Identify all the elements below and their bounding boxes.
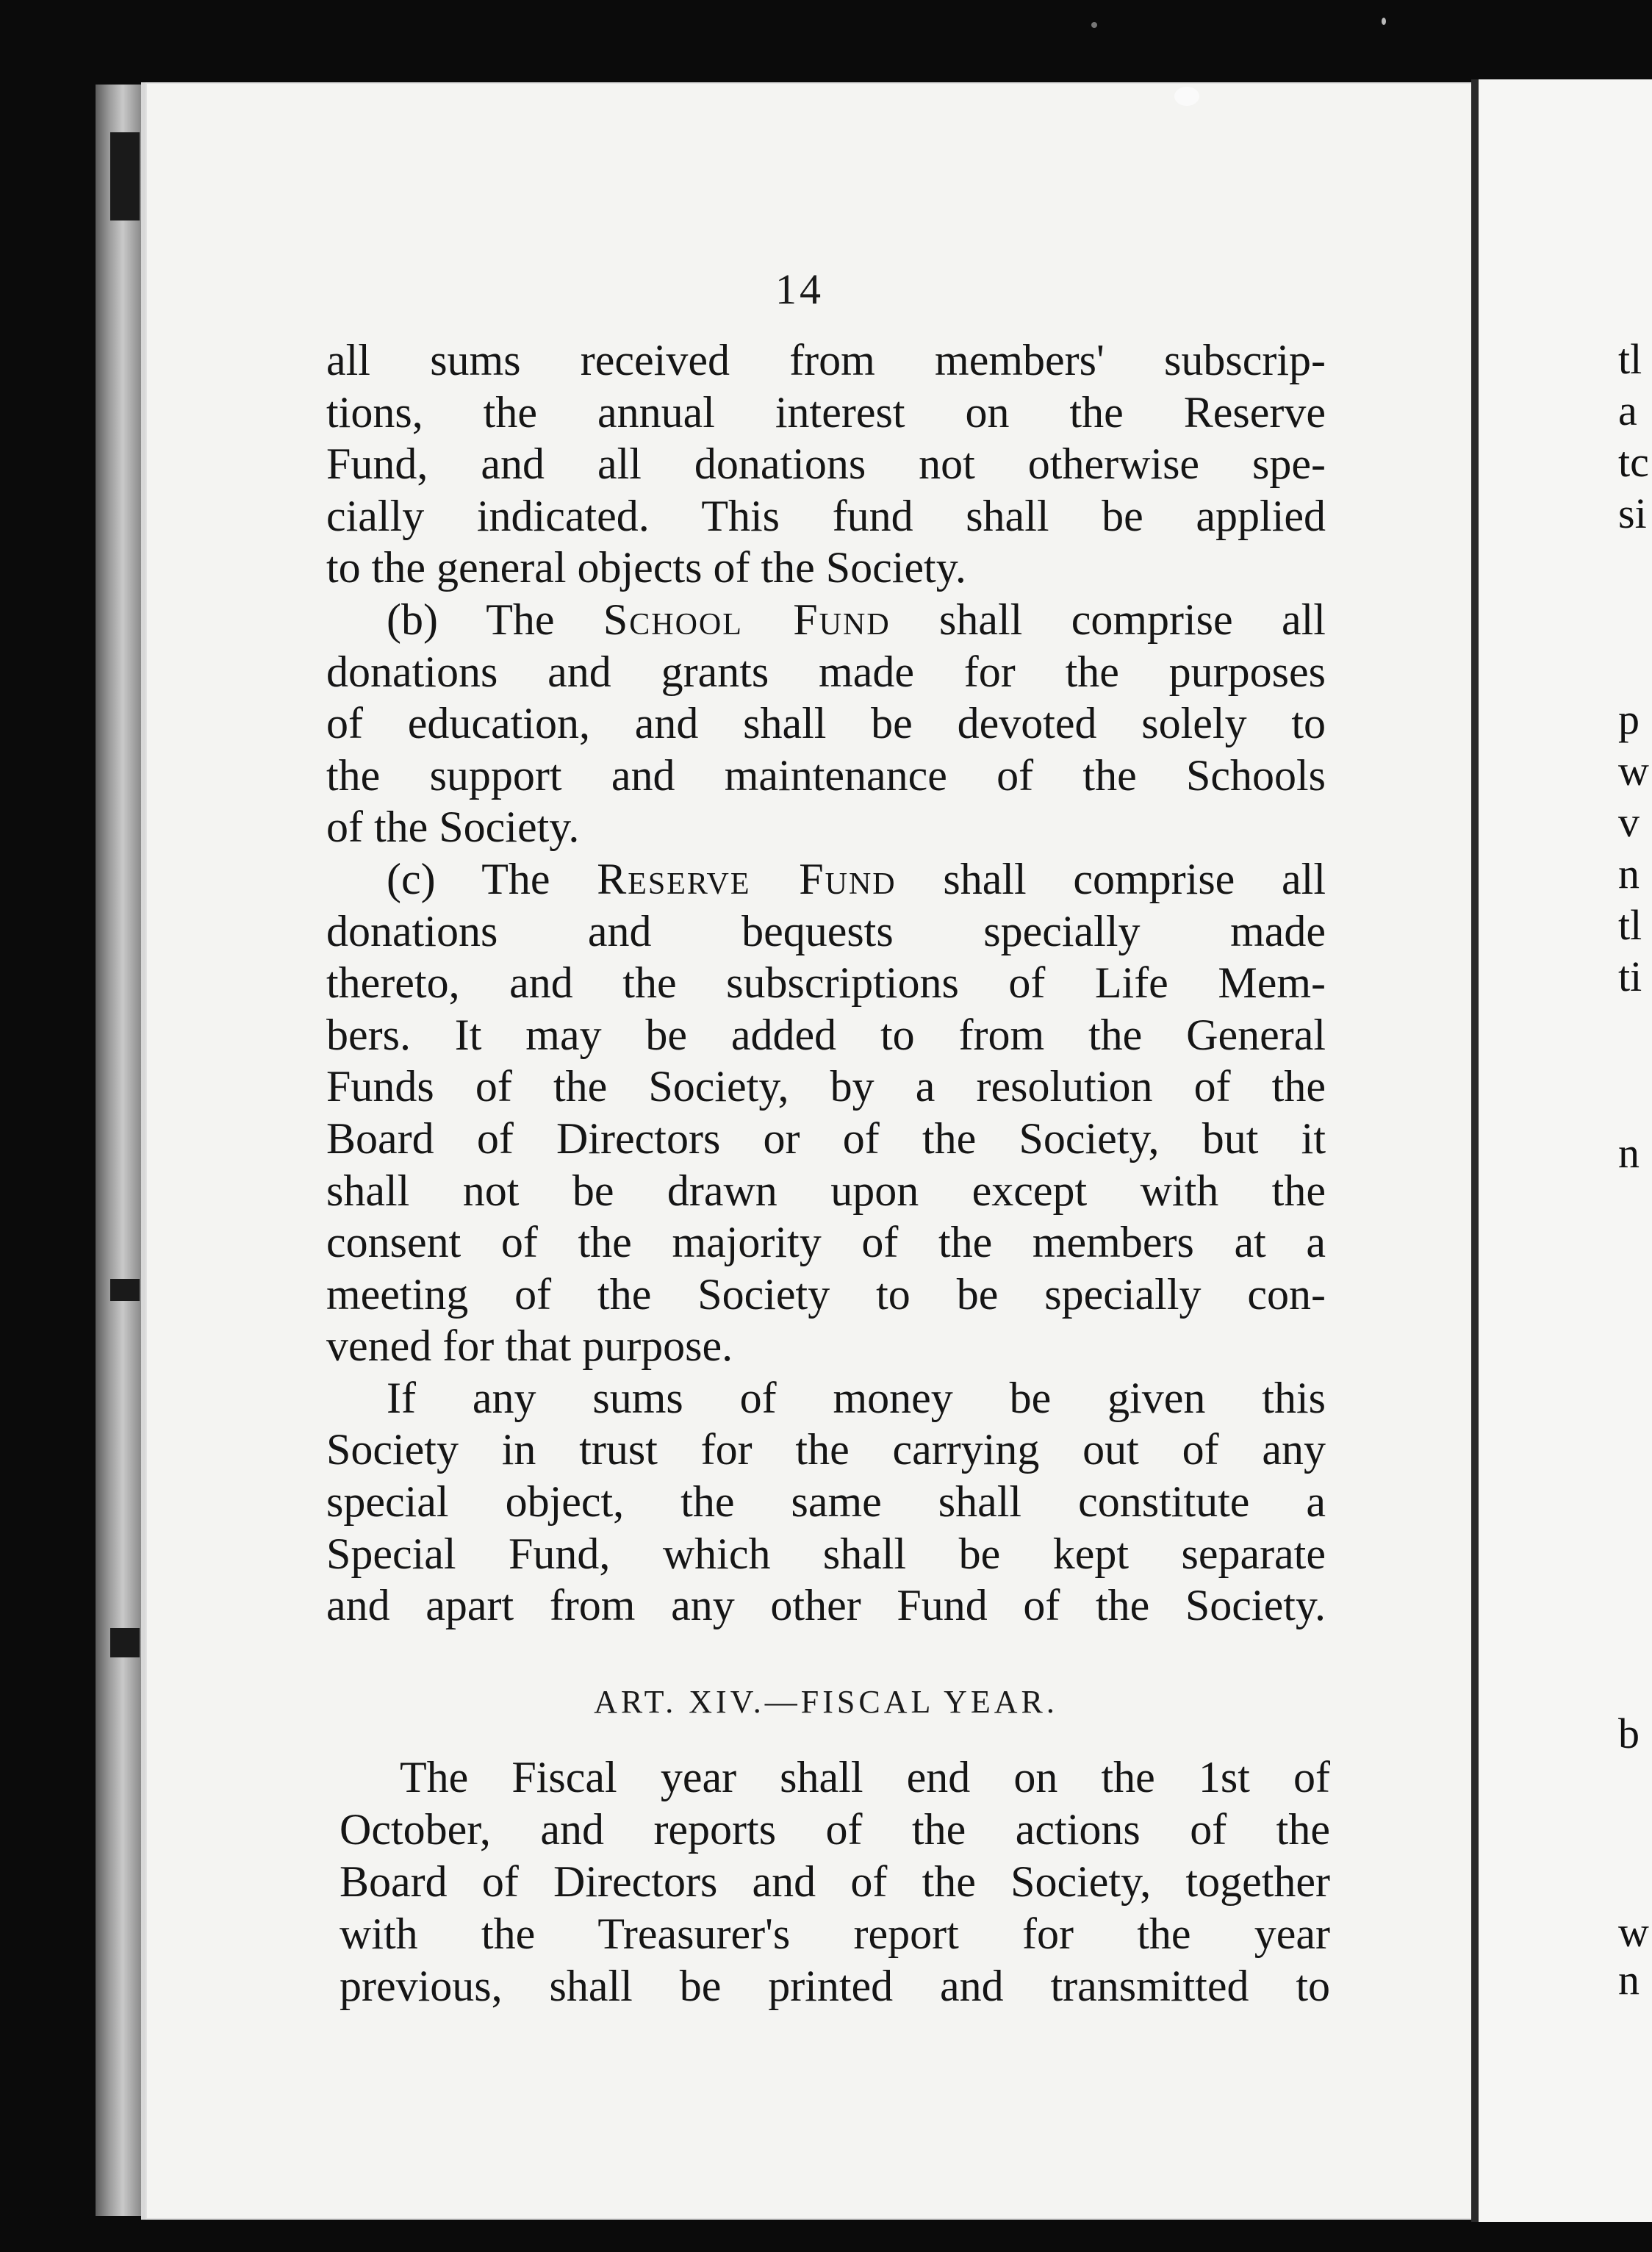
text-line: of the Society. bbox=[326, 803, 580, 852]
binding-shadow bbox=[110, 132, 140, 220]
small-caps-term: School Fund bbox=[603, 595, 891, 644]
facing-page-fragment: n bbox=[1618, 1129, 1640, 1177]
text-line: of education, and shall be devoted solely to bbox=[326, 699, 1326, 748]
main-text bbox=[326, 334, 1326, 1632]
binding-strip bbox=[96, 85, 141, 2216]
text-line: shall not be drawn upon except with the bbox=[326, 1166, 1326, 1215]
text-line: Board of Directors and of the Society, together bbox=[340, 1857, 1330, 1906]
text-line: bers. It may be added to from the General bbox=[326, 1010, 1326, 1059]
facing-page-fragment: tl bbox=[1618, 901, 1642, 949]
facing-page-fragment: ti bbox=[1618, 953, 1642, 1000]
text-line: special object, the same shall constitute a bbox=[326, 1477, 1326, 1527]
facing-page-fragment: n bbox=[1618, 850, 1640, 897]
facing-page-fragment: a bbox=[1618, 387, 1637, 434]
facing-page-fragment: tc bbox=[1618, 438, 1649, 486]
text-line: consent of the majority of the members at a bbox=[326, 1218, 1326, 1267]
fiscal-year-text bbox=[340, 1751, 1330, 2012]
text-line: donations and bequests specially made bbox=[326, 906, 1326, 955]
facing-page bbox=[1471, 79, 1652, 2222]
text-line: all sums received from members' subscrip- bbox=[326, 336, 1326, 384]
text-line: vened for that purpose. bbox=[326, 1322, 733, 1371]
text-line: cially indicated. This fund shall be applied bbox=[326, 491, 1326, 540]
text-line: October, and reports of the actions of the bbox=[340, 1805, 1330, 1854]
text-line: Fund, and all donations not otherwise spe- bbox=[326, 440, 1326, 489]
facing-page-fragment: w bbox=[1618, 747, 1649, 795]
facing-page-fragment: tl bbox=[1618, 335, 1642, 383]
text-line: Funds of the Society, by a resolution of the bbox=[326, 1062, 1326, 1111]
text-line: thereto, and the subscriptions of Life Mem- bbox=[326, 958, 1326, 1008]
article-heading: ART. XIV.—FISCAL YEAR. bbox=[594, 1684, 1058, 1720]
page-number: 14 bbox=[775, 265, 824, 313]
binding-shadow bbox=[110, 1279, 140, 1301]
text-line: Board of Directors or of the Society, but it bbox=[326, 1114, 1326, 1163]
text-line: Society in trust for the carrying out of any bbox=[326, 1425, 1326, 1474]
text-line: (b) The School Fund shall comprise all bbox=[387, 595, 1326, 644]
text-line: and apart from any other Fund of the Society. bbox=[326, 1581, 1326, 1630]
text-line: donations and grants made for the purposes bbox=[326, 647, 1326, 696]
binding-shadow bbox=[110, 1628, 140, 1657]
text-line: (c) The Reserve Fund shall comprise all bbox=[387, 854, 1326, 903]
facing-page-fragment: p bbox=[1618, 695, 1640, 743]
paper-speck bbox=[1091, 22, 1097, 28]
text-line: Special Fund, which shall be kept separate bbox=[326, 1529, 1326, 1578]
paper-speck bbox=[1382, 18, 1386, 25]
text-line: to the general objects of the Society. bbox=[326, 543, 966, 592]
text-line: previous, shall be printed and transmitted to bbox=[340, 1962, 1330, 2010]
text-line: The Fiscal year shall end on the 1st of bbox=[400, 1753, 1330, 1801]
small-caps-term: Reserve Fund bbox=[597, 854, 897, 903]
facing-page-fragment: w bbox=[1618, 1908, 1649, 1956]
text-line: If any sums of money be given this bbox=[387, 1373, 1326, 1422]
text-line: tions, the annual interest on the Reserve bbox=[326, 387, 1326, 437]
facing-page-fragment: si bbox=[1618, 490, 1647, 537]
text-line: with the Treasurer's report for the year bbox=[340, 1909, 1330, 1958]
facing-page-fragment: v bbox=[1618, 798, 1640, 846]
facing-page-fragment: n bbox=[1618, 1956, 1640, 2004]
paper-speck bbox=[1174, 87, 1199, 106]
facing-page-fragment: b bbox=[1618, 1710, 1640, 1757]
text-line: the support and maintenance of the Schools bbox=[326, 750, 1326, 800]
text-line: meeting of the Society to be specially con- bbox=[326, 1269, 1326, 1319]
